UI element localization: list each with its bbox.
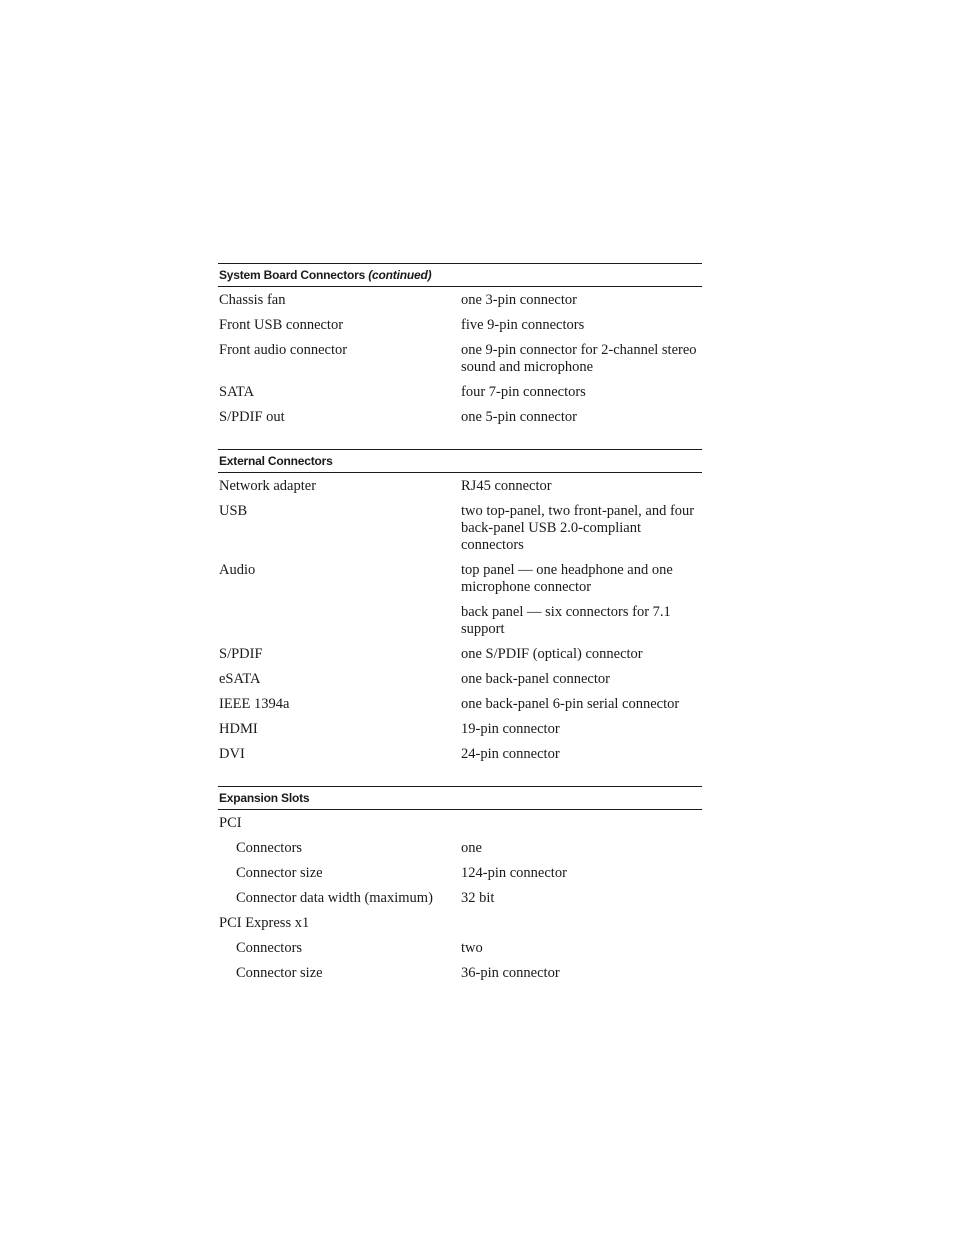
spec-value: one 9-pin connector for 2-channel stereo sound and microphone (461, 342, 697, 375)
section-note: (continued) (368, 268, 432, 282)
spec-section (218, 263, 702, 432)
spec-row (218, 290, 702, 315)
spec-value (461, 815, 702, 832)
spec-label: PCI Express x1 (219, 915, 310, 931)
spec-row (218, 476, 702, 501)
spec-value: 24-pin connector (461, 746, 560, 762)
spec-row (218, 407, 702, 432)
spec-label: Network adapter (219, 478, 317, 494)
spec-row (218, 913, 702, 938)
spec-value: one S/PDIF (optical) connector (461, 646, 643, 662)
section-header (218, 449, 702, 473)
spec-label: Chassis fan (219, 292, 286, 308)
spec-label: S/PDIF (219, 646, 263, 662)
spec-row (218, 888, 702, 913)
spec-row (218, 669, 702, 694)
spec-value: one (461, 840, 482, 856)
section-header (218, 263, 702, 287)
spec-value: RJ45 connector (461, 478, 552, 494)
spec-label: Front audio connector (219, 342, 348, 358)
section-title: System Board Connectors (219, 268, 366, 282)
spec-row (218, 644, 702, 669)
spec-row (218, 719, 702, 744)
spec-label: PCI (219, 815, 242, 831)
spec-label: SATA (219, 384, 255, 400)
spec-row (218, 744, 702, 769)
section-title: Expansion Slots (219, 791, 310, 805)
spec-label: DVI (219, 746, 245, 762)
spec-table (218, 263, 702, 1005)
spec-value (461, 915, 702, 932)
spec-row (218, 863, 702, 888)
spec-row (218, 560, 702, 602)
spec-label: Connector size (236, 965, 323, 981)
spec-label: Connectors (236, 840, 303, 856)
spec-section (218, 786, 702, 988)
spec-label: S/PDIF out (219, 409, 285, 425)
section-header (218, 786, 702, 810)
spec-row (218, 602, 702, 644)
spec-value: one 5-pin connector (461, 409, 577, 425)
spec-row (218, 382, 702, 407)
spec-value: one 3-pin connector (461, 292, 577, 308)
spec-value: four 7-pin connectors (461, 384, 586, 400)
spec-label: HDMI (219, 721, 258, 737)
spec-value: back panel — six connectors for 7.1 support (461, 604, 671, 637)
spec-label: IEEE 1394a (219, 696, 290, 712)
spec-value: 32 bit (461, 890, 495, 906)
spec-value: two (461, 940, 483, 956)
spec-value: one back-panel 6-pin serial connector (461, 696, 680, 712)
spec-row (218, 694, 702, 719)
spec-value: one back-panel connector (461, 671, 610, 687)
spec-section (218, 449, 702, 769)
spec-value: top panel — one headphone and one microphone connector (461, 562, 673, 595)
spec-row (218, 963, 702, 988)
spec-label (218, 604, 461, 638)
spec-value: 19-pin connector (461, 721, 560, 737)
spec-value: 124-pin connector (461, 865, 567, 881)
spec-label: Connector size (236, 865, 323, 881)
spec-value: two top-panel, two front-panel, and four back-panel USB 2.0-compliant connectors (461, 503, 695, 553)
spec-row (218, 501, 702, 560)
spec-row (218, 340, 702, 382)
spec-row (218, 938, 702, 963)
spec-label: USB (219, 503, 248, 519)
spec-row (218, 838, 702, 863)
spec-label: Connector data width (maximum) (236, 890, 433, 906)
spec-row (218, 315, 702, 340)
spec-label: Connectors (236, 940, 303, 956)
section-title: External Connectors (219, 454, 333, 468)
spec-value: 36-pin connector (461, 965, 560, 981)
spec-label: Audio (219, 562, 256, 578)
spec-label: eSATA (219, 671, 261, 687)
spec-row (218, 813, 702, 838)
spec-label: Front USB connector (219, 317, 344, 333)
spec-value: five 9-pin connectors (461, 317, 585, 333)
